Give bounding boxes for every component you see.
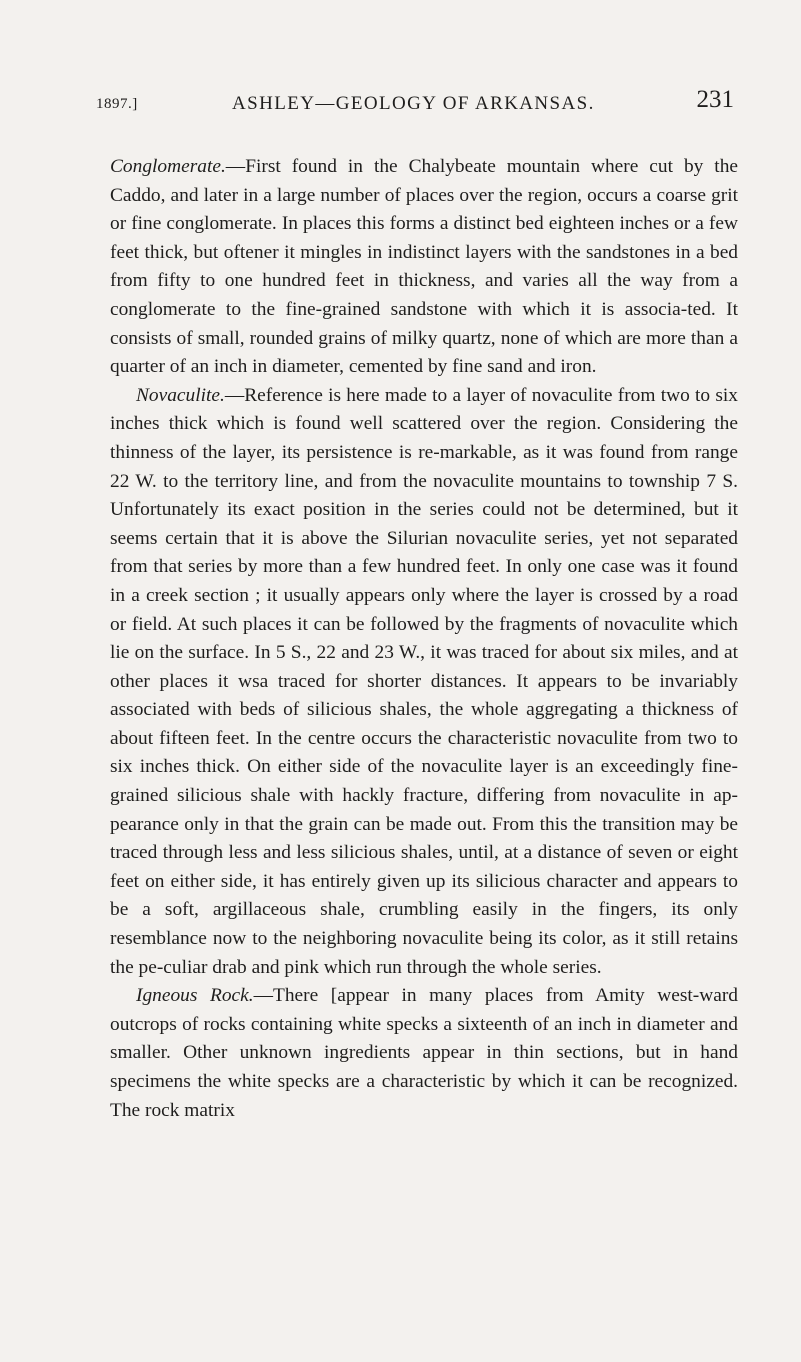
- running-header: [96, 86, 734, 130]
- paragraph-novaculite: [110, 382, 738, 982]
- header-year: 1897.]: [96, 96, 138, 112]
- paragraph-lead: Igneous Rock.: [136, 985, 254, 1007]
- paragraph-igneous-rock: [110, 982, 738, 1125]
- page-number: 231: [696, 86, 734, 113]
- paragraph-conglomerate: [110, 153, 738, 382]
- header-running-title: ASHLEY—GEOLOGY OF ARKANSAS.: [232, 93, 595, 114]
- paragraph-lead: Conglomerate.: [110, 156, 226, 177]
- paragraph-text: —Reference is here made to a layer of novaculite from two to six inches thick which is found well scattered over the region. Considering the thinness of the layer, its persistence is re-markable, as it was found from range 22 W. to the territory line, and from the novaculite mountains to township 7 S. Unfortunately its exact position in the series could not be determined, but it seems certain that it is above the Silurian novaculite series, yet not separated from that series by more than a few hundred feet. In only one case was it found in a creek section ; it usually appears only where the layer is crossed by a road or field. At such places it can be followed by the fragments of novaculite which lie on the surface. In 5 S., 22 and 23 W., it was traced for about six miles, and at other places it wsa traced for shorter distances. It appears to be invariably associated with beds of silicious shales, the whole aggregating a thickness of about fifteen feet. In the centre occurs the characteristic novaculite from two to six inches thick. On either side of the novaculite layer is an exceedingly fine-grained silicious shale with hackly fracture, differing from novaculite in ap-pearance only in that the grain can be made out. From this the transition may be traced through less and less silicious shales, until, at a distance of seven or eight feet on either side, it has entirely given up its silicious character and appears to be a soft, argillaceous shale, crumbling easily in the fingers, its only resemblance now to the neighboring novaculite being its color, as it still retains the pe-culiar drab and pink which run through the whole series.: [110, 384, 738, 978]
- body-text: [110, 153, 738, 1125]
- paragraph-lead: Novaculite.: [136, 384, 225, 406]
- paragraph-text: —First found in the Chalybeate mountain where cut by the Caddo, and later in a large number of places over the region, occurs a coarse grit or fine conglomerate. In places this forms a distinct bed eighteen inches or a few feet thick, but oftener it mingles in indistinct layers with the sandstones in a bed from fifty to one hundred feet in thickness, and varies all the way from a conglomerate to the fine-grained sandstone with which it is associa-ted. It consists of small, rounded grains of milky quartz, none of which are more than a quarter of an inch in diameter, cemented by fine sand and iron.: [110, 156, 738, 378]
- paragraph-text: —There [appear in many places from Amity west-ward outcrops of rocks containing white specks a sixteenth of an inch in diameter and smaller. Other unknown ingredients appear in thin sections, but in hand specimens the white specks are a characteristic by which it can be recognized. The rock matrix: [110, 985, 738, 1121]
